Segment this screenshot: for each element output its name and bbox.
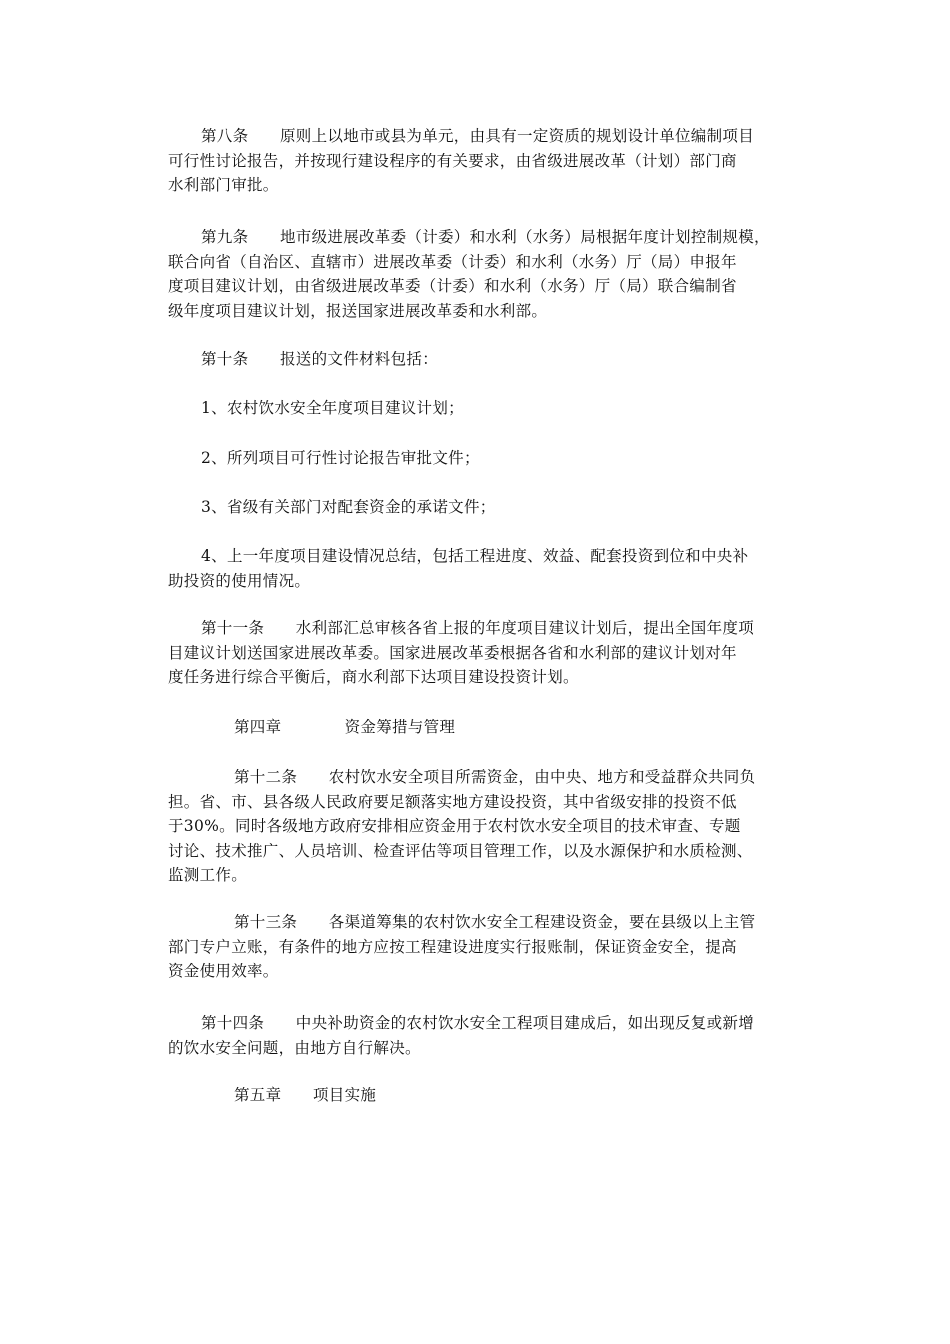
article-13-paragraph [168, 910, 808, 984]
text-line: 资金使用效率。 [168, 962, 279, 980]
list-item-1 [168, 396, 808, 421]
text-line: 第十四条 中央补助资金的农村饮水安全工程项目建成后，如出现反复或新增 [201, 1014, 755, 1032]
article-10-paragraph [168, 347, 808, 372]
article-11-paragraph [168, 616, 808, 690]
text-line: 第五章 项目实施 [234, 1086, 377, 1104]
text-line: 第九条 地市级进展改革委（计委）和水利（水务）局根据年度计划控制规模， [201, 228, 770, 246]
text-line: 讨论、技术推广、人员培训、检查评估等项目管理工作，以及水源保护和水质检测、 [168, 841, 753, 860]
text-line: 监测工作。 [168, 866, 248, 884]
chapter-5-heading [168, 1083, 808, 1108]
article-9-paragraph [168, 225, 808, 323]
text-line: 度项目建议计划，由省级进展改革委（计委）和水利（水务）厅（局）联合编制省 [168, 277, 737, 295]
text-line: 第十三条 各渠道筹集的农村饮水安全工程建设资金，要在县级以上主管 [234, 913, 756, 931]
text-line: 水利部门审批。 [168, 176, 279, 194]
text-line: 于30%。同时各级地方政府安排相应资金用于农村饮水安全项目的技术审查、专题 [168, 817, 741, 835]
text-line: 2、所列项目可行性讨论报告审批文件； [201, 449, 480, 467]
text-line: 1、农村饮水安全年度项目建议计划； [201, 399, 464, 417]
text-line: 第四章 资金筹措与管理 [234, 718, 456, 736]
list-item-3 [168, 495, 808, 520]
text-line: 级年度项目建议计划，报送国家进展改革委和水利部。 [168, 301, 548, 320]
article-8-paragraph [168, 124, 808, 198]
text-line: 第十一条 水利部汇总审核各省上报的年度项目建议计划后，提出全国年度项 [201, 619, 755, 637]
text-line: 第十条 报送的文件材料包括： [201, 350, 439, 368]
list-item-4 [168, 544, 808, 593]
text-line: 联合向省（自治区、直辖市）进展改革委（计委）和水利（水务）厅（局）申报年 [168, 252, 737, 271]
text-line: 度任务进行综合平衡后，商水利部下达项目建设投资计划。 [168, 668, 579, 686]
text-line: 可行性讨论报告，并按现行建设程序的有关要求，由省级进展改革（计划）部门商 [168, 151, 737, 170]
chapter-4-heading [168, 715, 808, 740]
text-line: 3、省级有关部门对配套资金的承诺文件； [201, 498, 496, 516]
article-12-paragraph [168, 765, 808, 888]
text-line: 4、上一年度项目建设情况总结，包括工程进度、效益、配套投资到位和中央补 [201, 547, 749, 565]
text-line: 助投资的使用情况。 [168, 571, 311, 590]
text-line: 第十二条 农村饮水安全项目所需资金，由中央、地方和受益群众共同负 [234, 768, 756, 786]
list-item-2 [168, 446, 808, 471]
text-line: 担。省、市、县各级人民政府要足额落实地方建设投资，其中省级安排的投资不低 [168, 792, 737, 811]
article-14-paragraph [168, 1011, 808, 1060]
text-line: 的饮水安全问题，由地方自行解决。 [168, 1038, 421, 1057]
text-line: 第八条 原则上以地市或县为单元，由具有一定资质的规划设计单位编制项目 [201, 127, 755, 145]
text-line: 目建议计划送国家进展改革委。国家进展改革委根据各省和水利部的建议计划对年 [168, 643, 737, 662]
text-line: 部门专户立账，有条件的地方应按工程建设进度实行报账制，保证资金安全，提高 [168, 937, 737, 956]
